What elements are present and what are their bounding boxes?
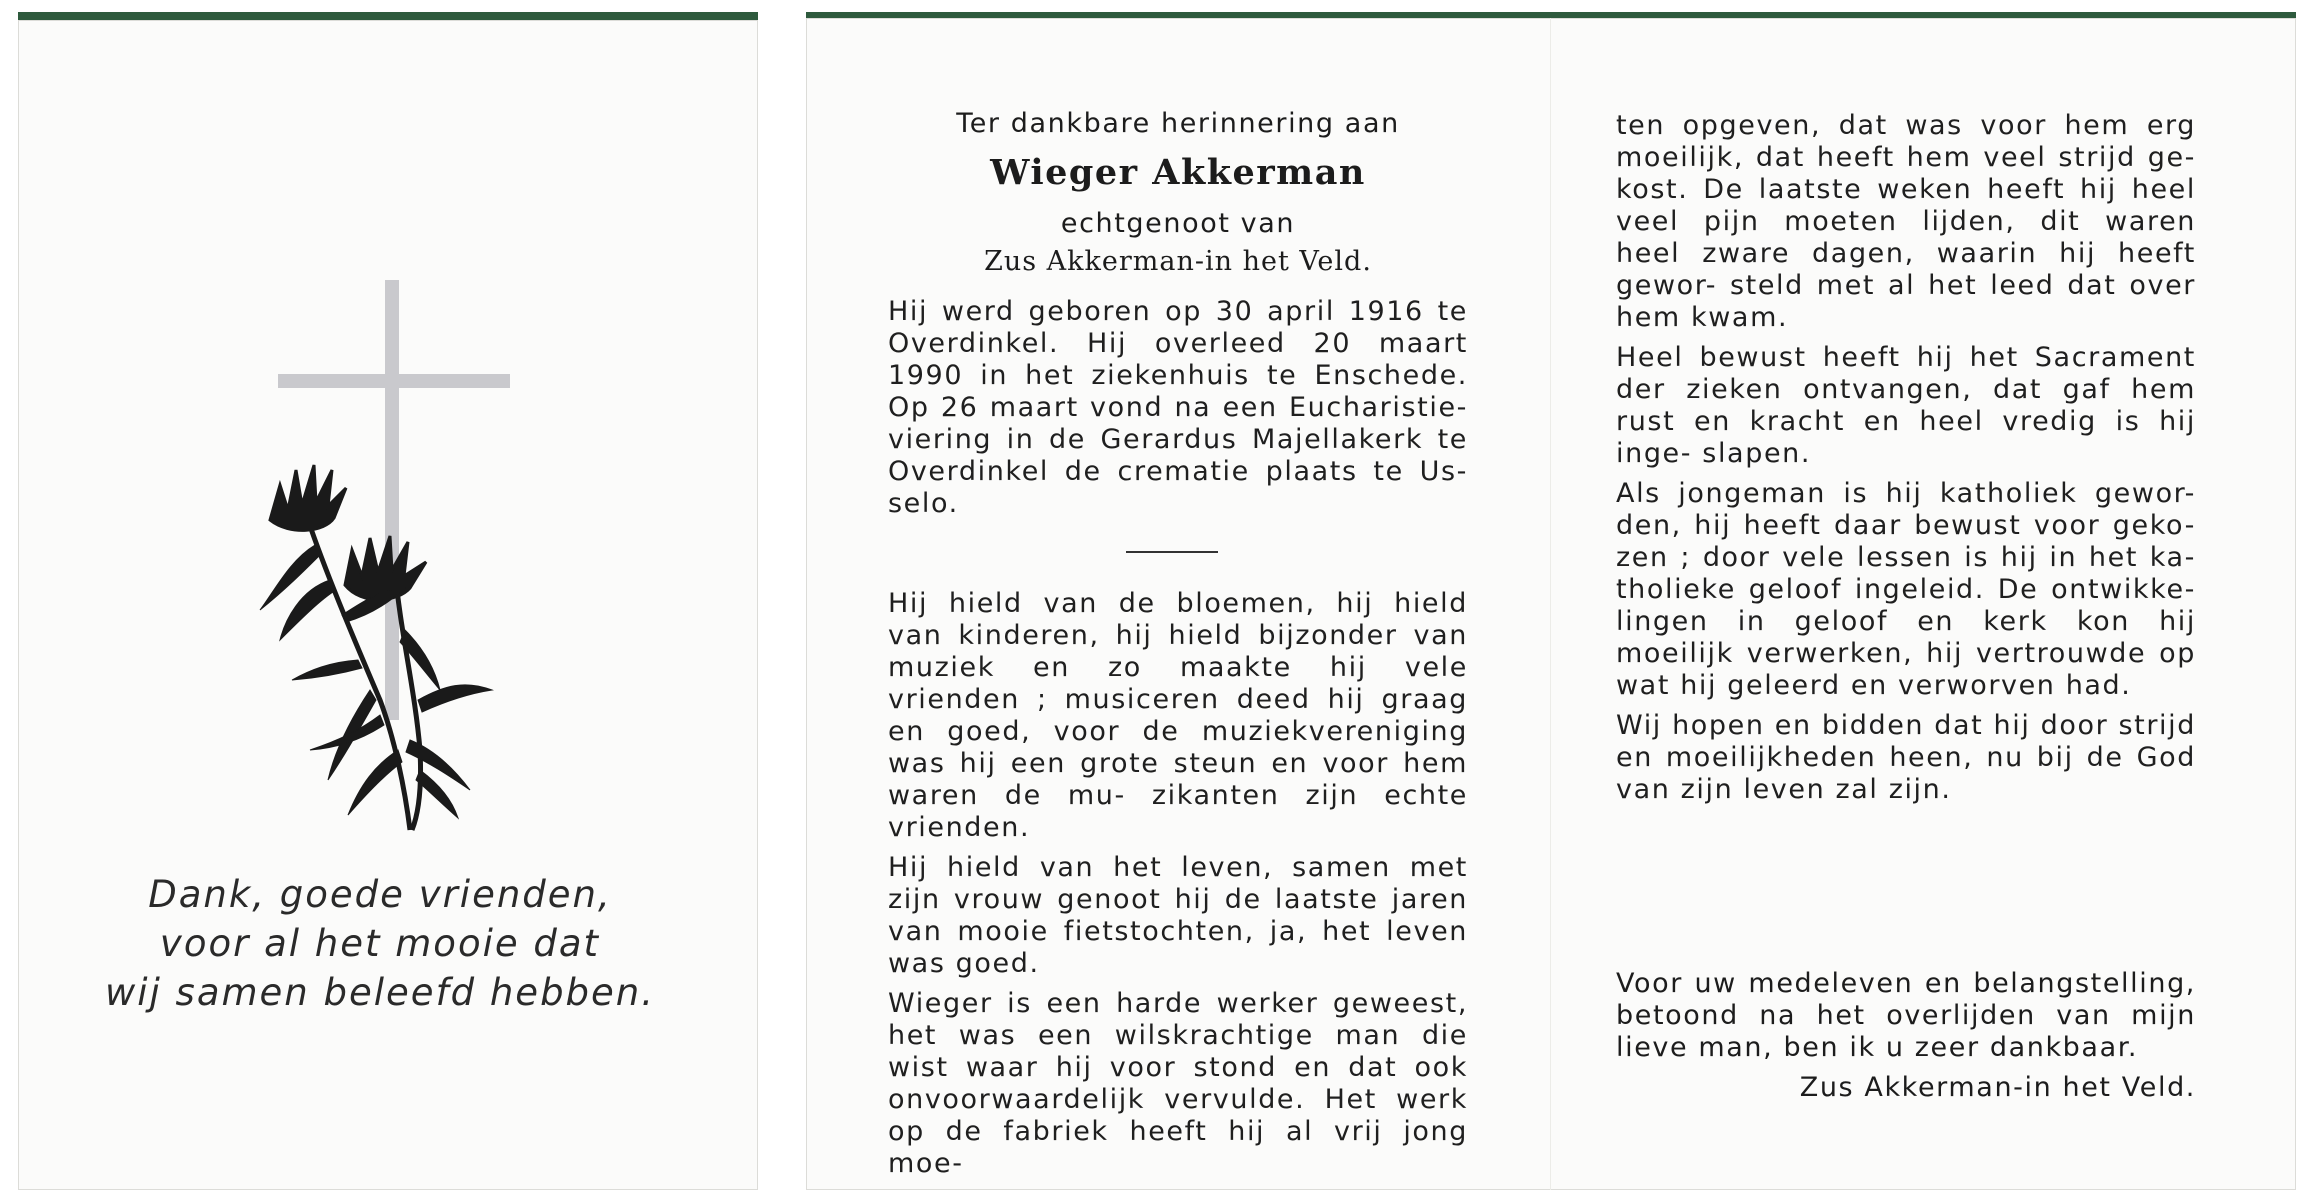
paragraph-suffering: ten opgeven, dat was voor hem erg moeilijk, dat heeft hem veel strijd ge- kost. De laatste weken heeft hij heel veel pijn moeten lijden, dit waren heel zware dagen, waarin hij heeft gewor- steld met al het leed dat over hem kwam. bbox=[1616, 110, 2196, 333]
closing-thanks bbox=[1616, 968, 2196, 1064]
text-column-left bbox=[888, 296, 1468, 528]
paragraph-worker: Wieger is een harde werker geweest, het was een wilskrachtige man die wist waar hij voor stond en dat ook onvoorwaardelijk vervulde. Het werk op de fabriek heeft hij al vrij jong moe- bbox=[888, 988, 1468, 1179]
signature: Zus Akkerman-in het Veld. bbox=[1799, 1072, 2196, 1103]
thanks-line-2: voor al het mooie dat bbox=[159, 922, 601, 965]
deceased-name: Wieger Akkerman bbox=[990, 152, 1366, 193]
flower-silhouette-icon bbox=[260, 465, 492, 830]
spouse-name: Zus Akkerman-in het Veld. bbox=[984, 246, 1372, 277]
paragraph-prayer: Wij hopen en bidden dat hij door strijd en moeilijkheden heen, nu bij de God van zijn leven zal zijn. bbox=[1616, 710, 2197, 805]
paragraph-birth-death: Hij werd geboren op 30 april 1916 te Overdinkel. Hij overleed 20 maart 1990 in het ziekenhuis te Enschede. Op 26 maart vond na een Eucharistie- viering in de Gerardus Majellakerk te Overdinkel de crematie plaats te Us- selo. bbox=[888, 296, 1468, 519]
card-fold-line bbox=[1550, 18, 1551, 1190]
section-divider bbox=[1126, 551, 1218, 553]
paragraph-sacrament: Heel bewust heeft hij het Sacrament der zieken ontvangen, dat gaf hem rust en kracht en heel vredig is hij inge- slapen. bbox=[1616, 342, 2196, 469]
text-column-left-continued bbox=[888, 588, 1468, 1188]
memorial-intro: Ter dankbare herinnering aan bbox=[956, 108, 1400, 139]
thanks-line-3: wij samen beleefd hebben. bbox=[104, 971, 656, 1014]
thanks-message bbox=[60, 870, 700, 1017]
paragraph-faith: Als jongeman is hij katholiek gewor- den, hij heeft daar bewust voor geko- zen ; door vele lessen is hij in het ka- tholieke geloof ingeleid. De ontwikke- lingen in geloof en kerk kon hij moeilijk verwerken, hij vertrouwde op wat hij geleerd en verworven had. bbox=[1616, 478, 2196, 701]
spouse-intro: echtgenoot van bbox=[1060, 208, 1296, 239]
cross-and-flowers-illustration bbox=[230, 270, 560, 850]
text-column-right bbox=[1616, 110, 2196, 814]
paragraph-life: Hij hield van het leven, samen met zijn vrouw genoot hij de laatste jaren van mooie fietstochten, ja, het leven was goed. bbox=[888, 852, 1468, 979]
thanks-line-1: Dank, goede vrienden, bbox=[148, 873, 612, 916]
paragraph-loves: Hij hield van de bloemen, hij hield van kinderen, hij hield bijzonder van muziek en zo maakte hij vele vrienden ; musiceren deed hij graag en goed, voor de muziekvereniging was hij een grote steun en voor hem waren de mu- zikanten zijn echte vrienden. bbox=[888, 588, 1468, 843]
closing-text: Voor uw medeleven en belangstelling, betoond na het overlijden van mijn lieve man, ben ik u zeer dankbaar. bbox=[1616, 968, 2196, 1063]
